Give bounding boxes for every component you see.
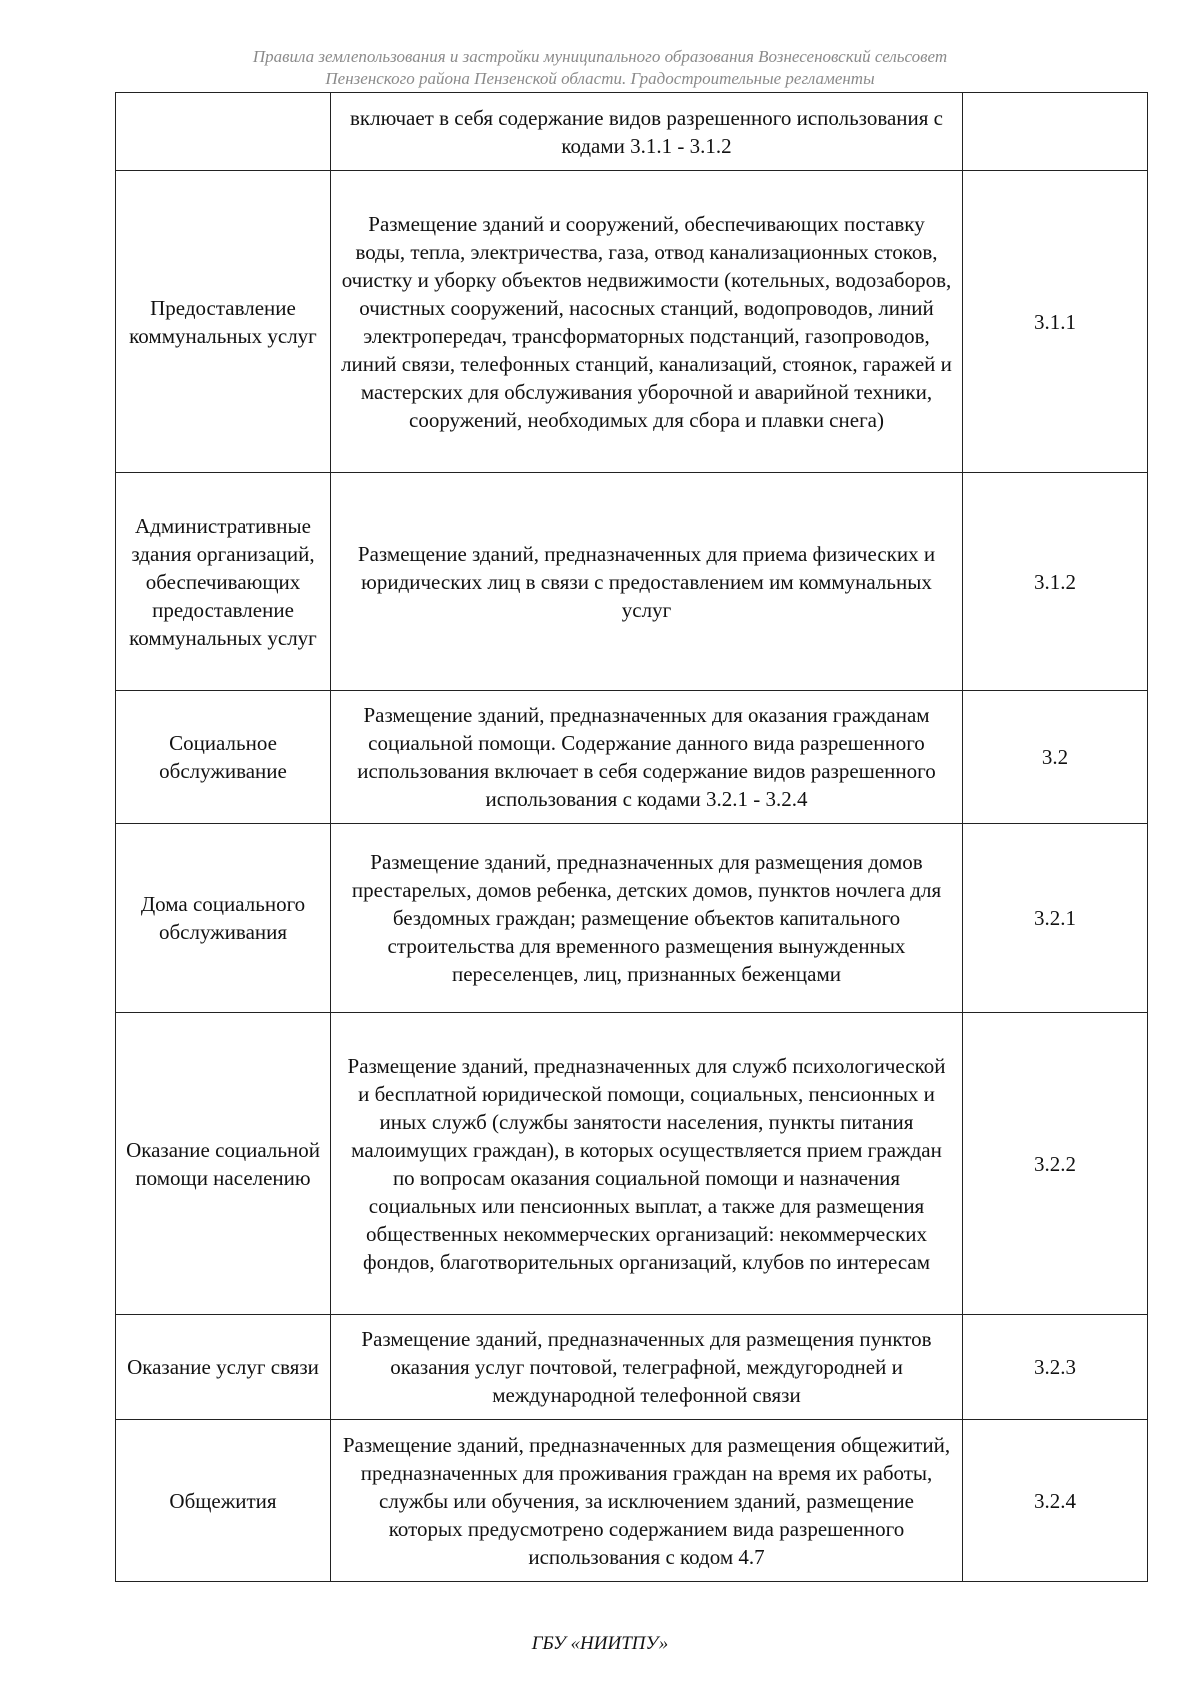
- use-name-cell: Оказание услуг связи: [116, 1315, 331, 1420]
- use-name-cell: Административные здания организаций, обеспечивающих предоставление коммунальных услуг: [116, 473, 331, 691]
- use-code-cell: 3.2.3: [963, 1315, 1148, 1420]
- use-description-cell: Размещение зданий, предназначенных для приема физических и юридических лиц в связи с предоставлением им коммунальных услуг: [331, 473, 963, 691]
- use-description-cell: Размещение зданий, предназначенных для размещения домов престарелых, домов ребенка, детских домов, пунктов ночлега для бездомных граждан; размещение объектов капитального строительства для временного размещения вынужденных переселенцев, лиц, признанных беженцами: [331, 824, 963, 1013]
- use-name-cell: Предоставление коммунальных услуг: [116, 171, 331, 473]
- use-name-cell: [116, 93, 331, 171]
- use-code-cell: 3.2.2: [963, 1013, 1148, 1315]
- table-row: [116, 171, 1148, 473]
- use-name-cell: Общежития: [116, 1420, 331, 1582]
- use-description-cell: Размещение зданий, предназначенных для размещения пунктов оказания услуг почтовой, телеграфной, междугородней и международной телефонной связи: [331, 1315, 963, 1420]
- use-code-cell: 3.2.1: [963, 824, 1148, 1013]
- use-code-cell: 3.2: [963, 691, 1148, 824]
- header-line-1: Правила землепользования и застройки муниципального образования Вознесеновский сельсовет: [252, 47, 948, 66]
- use-code-cell: [963, 93, 1148, 171]
- page-footer: ГБУ «НИИТПУ»: [531, 1633, 669, 1654]
- use-code-cell: 3.1.1: [963, 171, 1148, 473]
- use-description-cell: Размещение зданий и сооружений, обеспечивающих поставку воды, тепла, электричества, газа, отвод канализационных стоков, очистку и уборку объектов недвижимости (котельных, водозаборов, очистных сооружений, насосных станций, водопроводов, линий электропередач, трансформаторных подстанций, газопроводов, линий связи, телефонных станций, канализаций, стоянок, гаражей и мастерских для обслуживания уборочной и аварийной техники, сооружений, необходимых для сбора и плавки снега): [331, 171, 963, 473]
- use-description-cell: включает в себя содержание видов разрешенного использования с кодами 3.1.1 - 3.1.2: [331, 93, 963, 171]
- page-header: [0, 46, 1200, 90]
- use-description-cell: Размещение зданий, предназначенных для оказания гражданам социальной помощи. Содержание данного вида разрешенного использования включает в себя содержание видов разрешенного использования с кодами 3.2.1 - 3.2.4: [331, 691, 963, 824]
- table-row: [116, 1420, 1148, 1582]
- table-row: [116, 824, 1148, 1013]
- use-name-cell: Оказание социальной помощи населению: [116, 1013, 331, 1315]
- use-description-cell: Размещение зданий, предназначенных для размещения общежитий, предназначенных для проживания граждан на время их работы, службы или обучения, за исключением зданий, размещение которых предусмотрено содержанием вида разрешенного использования с кодом 4.7: [331, 1420, 963, 1582]
- header-line-2: Пензенского района Пензенской области. Градостроительные регламенты: [325, 69, 875, 88]
- use-code-cell: 3.2.4: [963, 1420, 1148, 1582]
- table-row: [116, 1013, 1148, 1315]
- use-name-cell: Дома социального обслуживания: [116, 824, 331, 1013]
- table-row: [116, 1315, 1148, 1420]
- use-name-cell: Социальное обслуживание: [116, 691, 331, 824]
- table-row: [116, 473, 1148, 691]
- table-row: [116, 691, 1148, 824]
- regulations-table: [115, 92, 1148, 1582]
- use-code-cell: 3.1.2: [963, 473, 1148, 691]
- table-row: [116, 93, 1148, 171]
- use-description-cell: Размещение зданий, предназначенных для служб психологической и бесплатной юридической помощи, социальных, пенсионных и иных служб (службы занятости населения, пункты питания малоимущих граждан), в которых осуществляется прием граждан по вопросам оказания социальной помощи и назначения социальных или пенсионных выплат, а также для размещения общественных некоммерческих организаций: некоммерческих фондов, благотворительных организаций, клубов по интересам: [331, 1013, 963, 1315]
